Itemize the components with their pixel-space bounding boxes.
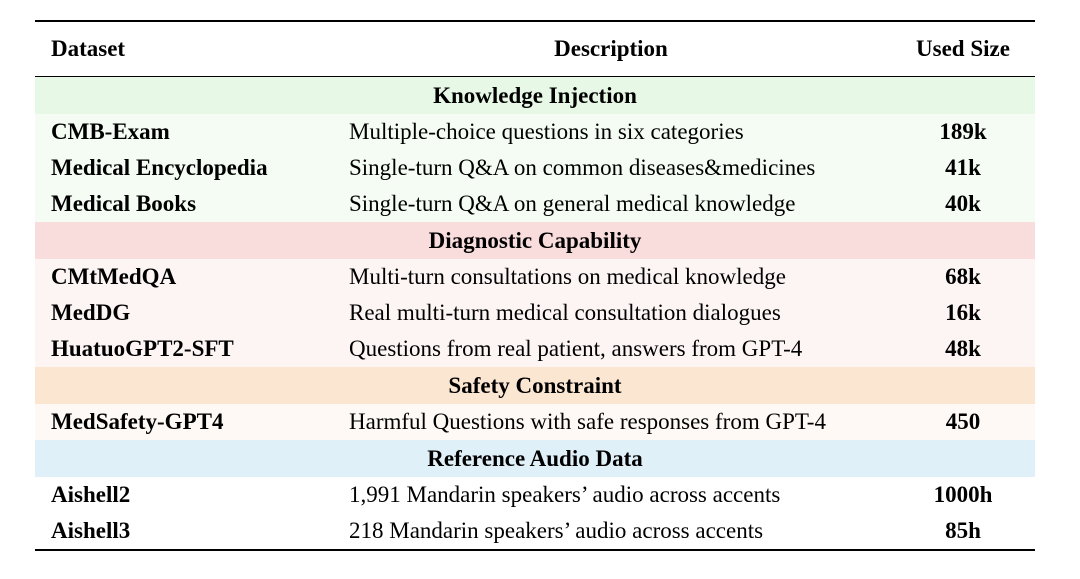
dataset-size: 68k [891, 259, 1035, 295]
dataset-name: CMtMedQA [35, 259, 331, 295]
dataset-description: Single-turn Q&A on general medical knowledge [331, 186, 891, 222]
table-row [35, 186, 1035, 222]
header-dataset: Dataset [51, 36, 126, 61]
dataset-description: Real multi-turn medical consultation dialogues [331, 295, 891, 331]
section-diagnostic-capability [35, 222, 1035, 259]
dataset-size: 16k [891, 295, 1035, 331]
table-row [35, 513, 1035, 550]
dataset-name: CMB-Exam [35, 114, 331, 150]
section-title: Safety Constraint [35, 367, 1035, 404]
dataset-description: Multi-turn consultations on medical knowledge [331, 259, 891, 295]
dataset-name: Aishell2 [35, 477, 331, 513]
header-description: Description [554, 36, 668, 61]
dataset-size: 1000h [891, 477, 1035, 513]
dataset-size: 40k [891, 186, 1035, 222]
dataset-description: 1,991 Mandarin speakers’ audio across accents [331, 477, 891, 513]
dataset-description: Questions from real patient, answers from GPT-4 [331, 331, 891, 367]
table-row [35, 295, 1035, 331]
dataset-size: 48k [891, 331, 1035, 367]
header-used-size: Used Size [916, 36, 1010, 61]
section-title: Diagnostic Capability [35, 222, 1035, 259]
dataset-name: HuatuoGPT2-SFT [35, 331, 331, 367]
table-row [35, 404, 1035, 440]
dataset-name: MedDG [35, 295, 331, 331]
section-title: Knowledge Injection [35, 77, 1035, 115]
section-reference-audio-data [35, 440, 1035, 477]
dataset-name: Aishell3 [35, 513, 331, 550]
section-title: Reference Audio Data [35, 440, 1035, 477]
dataset-description: 218 Mandarin speakers’ audio across accents [331, 513, 891, 550]
dataset-size: 41k [891, 150, 1035, 186]
dataset-description: Single-turn Q&A on common diseases&medicines [331, 150, 891, 186]
table-row [35, 259, 1035, 295]
dataset-name: Medical Encyclopedia [35, 150, 331, 186]
table-row [35, 150, 1035, 186]
dataset-description: Multiple-choice questions in six categories [331, 114, 891, 150]
dataset-size: 450 [891, 404, 1035, 440]
dataset-description: Harmful Questions with safe responses from GPT-4 [331, 404, 891, 440]
table-header-row [35, 21, 1035, 77]
dataset-size: 189k [891, 114, 1035, 150]
dataset-name: MedSafety-GPT4 [35, 404, 331, 440]
section-safety-constraint [35, 367, 1035, 404]
section-knowledge-injection [35, 77, 1035, 115]
dataset-size: 85h [891, 513, 1035, 550]
dataset-name: Medical Books [35, 186, 331, 222]
table-row [35, 331, 1035, 367]
dataset-table [35, 20, 1035, 551]
table-row [35, 477, 1035, 513]
table-row [35, 114, 1035, 150]
